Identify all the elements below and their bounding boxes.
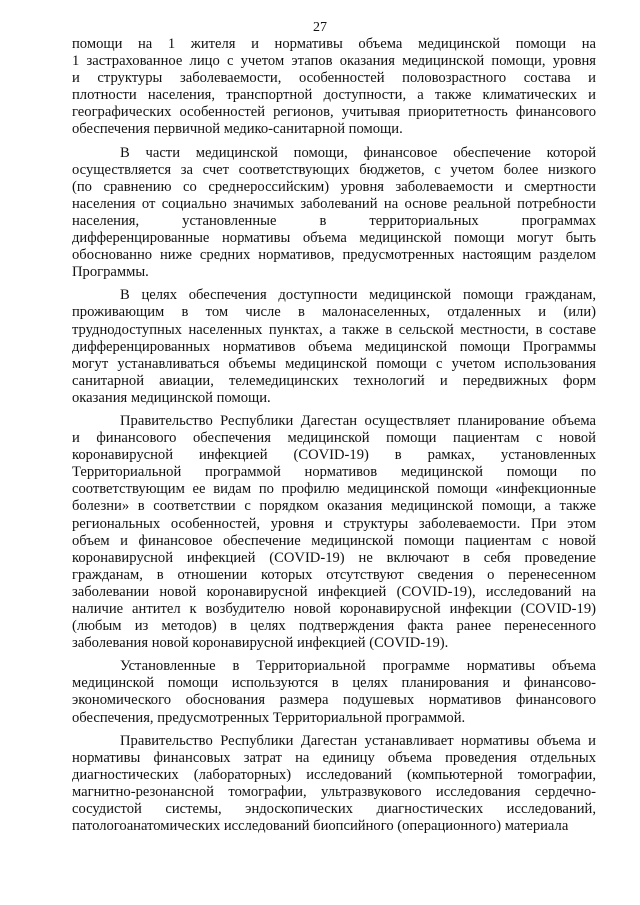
text-line: осуществляется за счет соответствующих бюджетов, с учетом более низкого: [72, 161, 596, 178]
text-line: коронавирусной инфекцией (COVID-19) не включают в себя проведение: [72, 549, 596, 566]
text-line: региональных особенностей, уровня и структуры заболеваемости. При этом: [72, 515, 596, 532]
paragraph: [72, 36, 596, 139]
text-line: гражданам, в отношении которых отсутствуют сведения о перенесенном: [72, 566, 596, 583]
text-line: труднодоступных населенных пунктах, а также в сельской местности, в составе: [72, 321, 596, 338]
text-line: оказания медицинской помощи.: [72, 389, 271, 406]
text-line: и структуры заболеваемости, особенностей половозрастного состава и: [72, 70, 596, 87]
text-line: могут устанавливаться объемы медицинской помощи с учетом использования: [72, 355, 596, 372]
text-line: нормативы финансовых затрат на единицу объема проведения отдельных: [72, 749, 596, 766]
paragraph: [72, 413, 596, 652]
text-line: Территориальной программой нормативов медицинской помощи по: [72, 464, 596, 481]
text-line: коронавирусной инфекцией (COVID-19) в рамках, установленных: [72, 447, 596, 464]
text-line: болезни» в соответствии с порядком оказания медицинской помощи, а также: [72, 498, 596, 515]
text-line: обеспечения первичной медико-санитарной помощи.: [72, 121, 403, 138]
text-line: диагностических (лабораторных) исследований (компьютерной томографии,: [72, 766, 596, 783]
paragraph: [72, 145, 596, 282]
text-line: географических особенностей регионов, учитывая приоритетность финансового: [72, 104, 596, 121]
text-line: населения от социально значимых заболеваний на основе реальной потребности: [72, 195, 596, 212]
text-line: Программы.: [72, 264, 149, 281]
text-line: соответствующим ее видам по профилю медицинской помощи «инфекционные: [72, 481, 596, 498]
paragraph: [72, 733, 596, 836]
text-line: дифференцированных нормативов объема медицинской помощи Программы: [72, 338, 596, 355]
text-line: помощи на 1 жителя и нормативы объема медицинской помощи на: [72, 36, 596, 52]
text-line: (любым из методов) в целях подтверждения факта ранее перенесенного: [72, 618, 596, 635]
text-line: Правительство Республики Дагестан осуществляет планирование объема: [120, 412, 596, 429]
text-line: проживающим в том числе в малонаселенных, отдаленных и (или): [72, 304, 596, 321]
text-line: сосудистой системы, эндоскопических диагностических исследований,: [72, 801, 596, 818]
text-line: населения, установленные в территориальных программах: [72, 212, 596, 229]
text-line: экономического обоснования размера подушевых нормативов финансового: [72, 692, 596, 709]
text-line: обеспечения, предусмотренных Территориальной программой.: [72, 709, 466, 726]
text-line: 1 застрахованное лицо с учетом этапов оказания медицинской помощи, уровня: [72, 53, 596, 70]
text-line: Установленные в Территориальной программе нормативы объема: [120, 658, 596, 675]
text-line: дифференцированные нормативы объема медицинской помощи могут быть: [72, 230, 596, 247]
text-line: обоснованно ниже средних нормативов, предусмотренных настоящим разделом: [72, 247, 596, 264]
text-line: медицинской помощи используются в целях планирования и финансово-: [72, 675, 596, 692]
text-line: В целях обеспечения доступности медицинской помощи гражданам,: [120, 287, 596, 304]
text-line: объем и финансовое обеспечение медицинской помощи пациентам с новой: [72, 532, 596, 549]
paragraph: [72, 658, 596, 726]
text-line: плотности населения, транспортной доступности, а также климатических и: [72, 87, 596, 104]
text-line: наличие антител к возбудителю новой коронавирусной инфекции (COVID-19): [72, 601, 596, 617]
page-number: 27: [313, 20, 327, 35]
text-line: патологоанатомических исследований биопсийного (операционного) материала: [72, 818, 569, 835]
text-line: и финансового обеспечения медицинской помощи пациентам с новой: [72, 430, 596, 447]
text-line: В части медицинской помощи, финансовое обеспечение которой: [120, 144, 596, 161]
text-line: заболевания новой коронавирусной инфекцией (COVID-19).: [72, 635, 449, 652]
text-line: (по сравнению со среднероссийским) уровня заболеваемости и смертности: [72, 178, 596, 195]
text-line: магнитно-резонансной томографии, ультразвукового исследования сердечно-: [72, 783, 596, 800]
text-line: заболевании новой коронавирусной инфекцией (COVID-19), исследований на: [72, 583, 596, 600]
text-line: Правительство Республики Дагестан устанавливает нормативы объема и: [120, 732, 596, 749]
text-line: санитарной авиации, телемедицинских технологий и передвижных форм: [72, 372, 596, 389]
paragraph: [72, 287, 596, 407]
document-body: [72, 36, 596, 835]
